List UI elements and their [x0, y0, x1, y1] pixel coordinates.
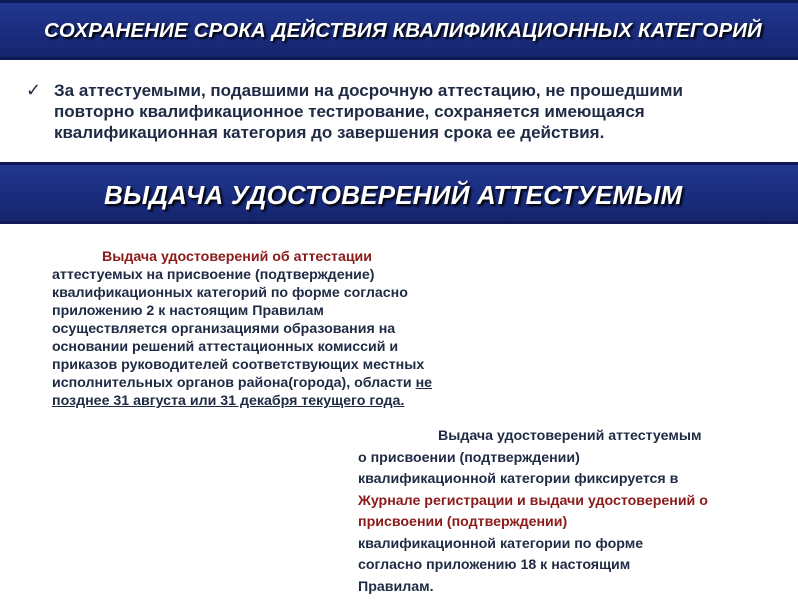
paragraph-line: квалификационной категории фиксируется в — [358, 471, 679, 487]
deadline-text: позднее 31 августа или 31 декабря текущего года. — [52, 393, 405, 409]
banner-title-issuance: ВЫДАЧА УДОСТОВЕРЕНИЙ АТТЕСТУЕМЫМ — [104, 180, 683, 210]
paragraph-line: Выдача удостоверений аттестуемым — [438, 428, 702, 444]
paragraph-line: приказов руководителей соответствующих местных — [52, 357, 425, 373]
paragraph-line: осуществляется организациями образования на — [52, 321, 396, 337]
paragraph-line: Правилам. — [358, 578, 434, 595]
checkmark-icon: ✓ — [26, 80, 42, 100]
paragraph-line: квалификационных категорий по форме согласно — [52, 285, 408, 301]
journal-name-text: присвоении (подтверждении) — [358, 514, 568, 530]
paragraph-line: квалификационной категории по форме — [358, 535, 644, 552]
paragraph-line: согласно приложению 18 к настоящим — [358, 557, 631, 573]
paragraph-line: Выдача удостоверений об аттестации — [102, 249, 373, 265]
banner-title-retention: СОХРАНЕНИЕ СРОКА ДЕЙСТВИЯ КВАЛИФИКАЦИОННЫХ КАТЕГОРИЙ — [44, 19, 762, 42]
bullet-line: квалификационная категория до завершения срока ее действия. — [54, 123, 605, 142]
paragraph-line: основании решений аттестационных комиссий и — [52, 339, 399, 355]
section-banner-retention — [0, 0, 798, 60]
paragraph-line: о присвоении (подтверждении) — [358, 449, 580, 466]
paragraph-line: аттестуемых на присвоение (подтверждение) — [52, 267, 375, 283]
deadline-text: не — [415, 375, 433, 391]
section-banner-issuance — [0, 162, 798, 224]
paragraph-text: исполнительных органов района(города), области — [52, 375, 416, 391]
bullet-line: повторно квалификационное тестирование, сохраняется имеющаяся — [54, 102, 645, 121]
issuance-paragraph — [52, 248, 452, 410]
journal-paragraph — [358, 426, 778, 598]
journal-name-text: Журнале регистрации и выдачи удостоверений о — [358, 492, 708, 509]
paragraph-line: приложению 2 к настоящим Правилам — [52, 303, 324, 319]
bullet-text — [54, 80, 789, 143]
paragraph-line — [52, 374, 452, 392]
bullet-line: За аттестуемыми, подавшими на досрочную аттестацию, не прошедшими — [54, 81, 683, 100]
